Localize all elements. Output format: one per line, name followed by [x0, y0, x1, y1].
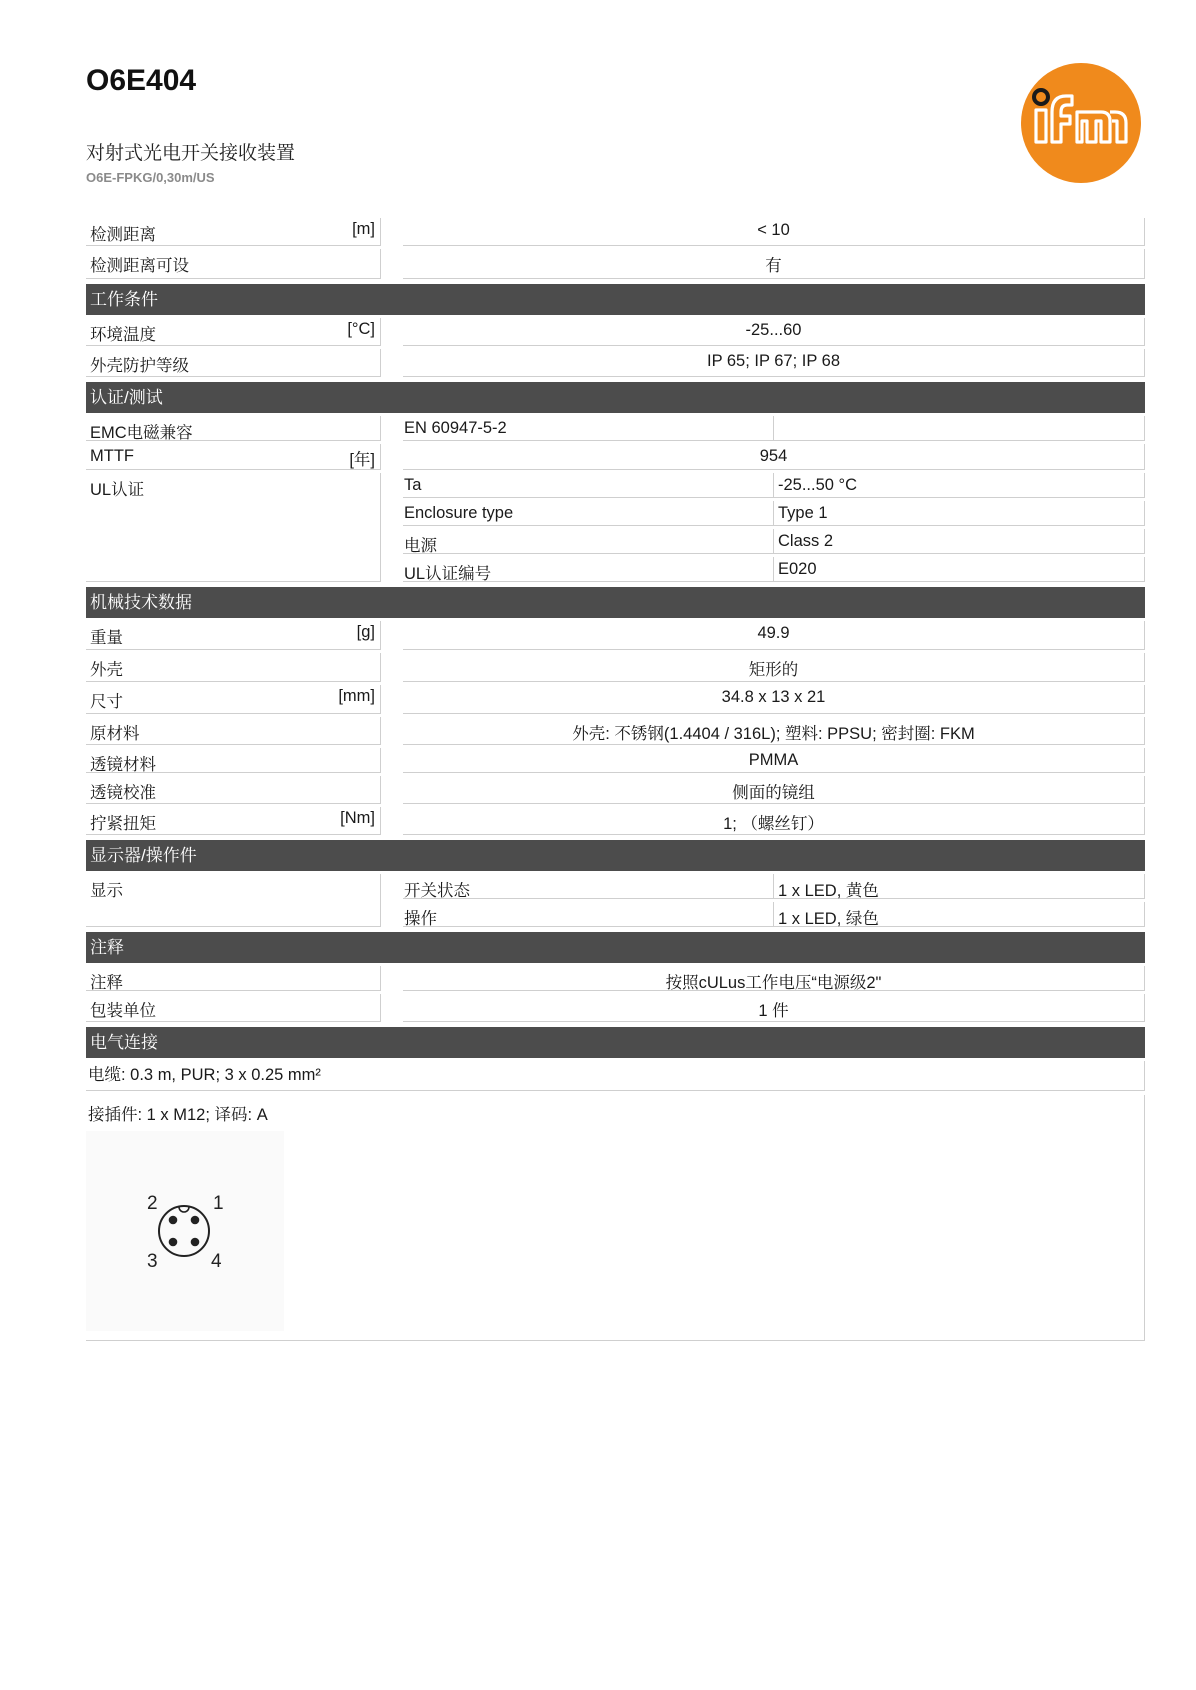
section-electrical: 电气连接	[86, 1027, 1145, 1058]
spec-label: 原材料	[90, 725, 140, 743]
spec-label: 显示	[90, 882, 123, 900]
section-approvals: 认证/测试	[86, 382, 1145, 413]
spec-label: 注释	[90, 974, 123, 992]
spec-value: 1 件	[403, 994, 1145, 1022]
connector-key-notch	[179, 1207, 189, 1212]
pin-label-1: 1	[213, 1193, 224, 1214]
spec-row-housing	[86, 653, 1145, 685]
spec-row-mttf	[86, 444, 1145, 473]
ul-item-key: UL认证编号	[403, 557, 774, 582]
ul-item	[86, 501, 1145, 529]
pin-1	[191, 1216, 200, 1225]
spec-row-protection	[86, 349, 1145, 380]
spec-value: 矩形的	[403, 653, 1145, 682]
spec-row-materials	[86, 717, 1145, 748]
display-item	[86, 874, 1145, 902]
display-item	[86, 902, 1145, 930]
section-mechanical: 机械技术数据	[86, 587, 1145, 618]
spec-row-torque	[86, 807, 1145, 838]
ul-item-value: Class 2	[774, 529, 1145, 554]
spec-row-emc	[86, 416, 1145, 444]
spec-unit: [°C]	[347, 320, 375, 338]
display-item-value: 1 x LED, 绿色	[774, 902, 1145, 927]
spec-row-sensing-range	[86, 218, 1145, 249]
spec-value: EN 60947-5-2	[403, 416, 774, 441]
spec-value: 有	[403, 249, 1145, 279]
connector-box	[86, 1095, 1145, 1341]
pin-2	[169, 1216, 178, 1225]
spec-label: UL认证	[90, 481, 145, 499]
spec-unit: [Nm]	[340, 809, 375, 827]
pin-3	[169, 1238, 178, 1247]
spec-label: 重量	[90, 629, 123, 647]
spec-label: 透镜校准	[90, 784, 156, 802]
spec-label: 外壳	[90, 661, 123, 679]
spec-unit: [mm]	[338, 687, 375, 705]
spec-unit: [m]	[352, 220, 375, 238]
spec-row-lens-alignment	[86, 776, 1145, 807]
display-item-key: 操作	[403, 902, 774, 927]
spec-row-display	[86, 874, 1145, 930]
pin-label-4: 4	[211, 1251, 222, 1272]
spec-row-dimensions	[86, 685, 1145, 717]
ul-item	[86, 529, 1145, 557]
ul-item	[86, 557, 1145, 585]
pin-4	[191, 1238, 200, 1247]
spec-value: 954	[403, 444, 1145, 470]
spec-row-range-adjustable	[86, 249, 1145, 282]
datasheet	[86, 218, 1145, 1341]
product-name: 对射式光电开关接收装置	[86, 143, 296, 164]
spec-value: 外壳: 不锈钢(1.4404 / 316L); 塑料: PPSU; 密封圈: FKM	[403, 717, 1145, 745]
ul-item-key: Ta	[403, 473, 774, 498]
spec-label: 透镜材料	[90, 756, 156, 774]
spec-label: MTTF	[90, 447, 134, 465]
ul-item-value: -25...50 °C	[774, 473, 1145, 498]
spec-value: -25...60	[403, 318, 1145, 346]
spec-value: < 10	[403, 218, 1145, 246]
spec-unit: [g]	[356, 623, 375, 641]
display-item-key: 开关状态	[403, 874, 774, 899]
spec-label: 外壳防护等级	[90, 357, 189, 375]
spec-row-remark	[86, 966, 1145, 994]
spec-label: 检测距离可设	[90, 257, 189, 275]
spec-value: 按照cULus工作电压“电源级2"	[403, 966, 1145, 991]
connector-outline	[159, 1206, 209, 1256]
spec-label: 拧紧扭矩	[90, 815, 156, 833]
spec-row-packaging	[86, 994, 1145, 1025]
display-item-value: 1 x LED, 黄色	[774, 874, 1145, 899]
ul-item	[86, 473, 1145, 501]
cable-spec: 电缆: 0.3 m, PUR; 3 x 0.25 mm²	[86, 1061, 1145, 1091]
connector-pinout-diagram	[86, 1131, 284, 1331]
spec-label: 检测距离	[90, 226, 156, 244]
connector-spec: 接插件: 1 x M12; 译码: A	[88, 1106, 268, 1124]
section-remarks: 注释	[86, 932, 1145, 963]
spec-row-ul	[86, 473, 1145, 585]
spec-value: 1; （螺丝钉）	[403, 807, 1145, 835]
section-operating-conditions: 工作条件	[86, 284, 1145, 315]
ul-item-value: Type 1	[774, 501, 1145, 526]
ifm-logo	[1020, 62, 1142, 184]
spec-label: 包装单位	[90, 1002, 156, 1020]
spec-label: 环境温度	[90, 326, 156, 344]
ul-item-key: Enclosure type	[403, 501, 774, 526]
spec-value: 侧面的镜组	[403, 776, 1145, 804]
spec-row-lens-material	[86, 748, 1145, 776]
pin-label-3: 3	[147, 1251, 158, 1272]
spec-value: PMMA	[403, 748, 1145, 773]
section-display: 显示器/操作件	[86, 840, 1145, 871]
product-code: O6E404	[86, 64, 197, 97]
ul-item-value: E020	[774, 557, 1145, 582]
spec-value: IP 65; IP 67; IP 68	[403, 349, 1145, 377]
article-number: O6E-FPKG/0,30m/US	[86, 170, 215, 185]
spec-label: 尺寸	[90, 693, 123, 711]
spec-row-ambient-temperature	[86, 318, 1145, 349]
pin-label-2: 2	[147, 1193, 158, 1214]
spec-value: 49.9	[403, 621, 1145, 650]
spec-value: 34.8 x 13 x 21	[403, 685, 1145, 714]
spec-row-weight	[86, 621, 1145, 653]
spec-value-empty	[774, 416, 1145, 441]
spec-label: EMC电磁兼容	[90, 424, 193, 442]
ul-item-key: 电源	[403, 529, 774, 554]
spec-unit: [年]	[349, 451, 375, 469]
